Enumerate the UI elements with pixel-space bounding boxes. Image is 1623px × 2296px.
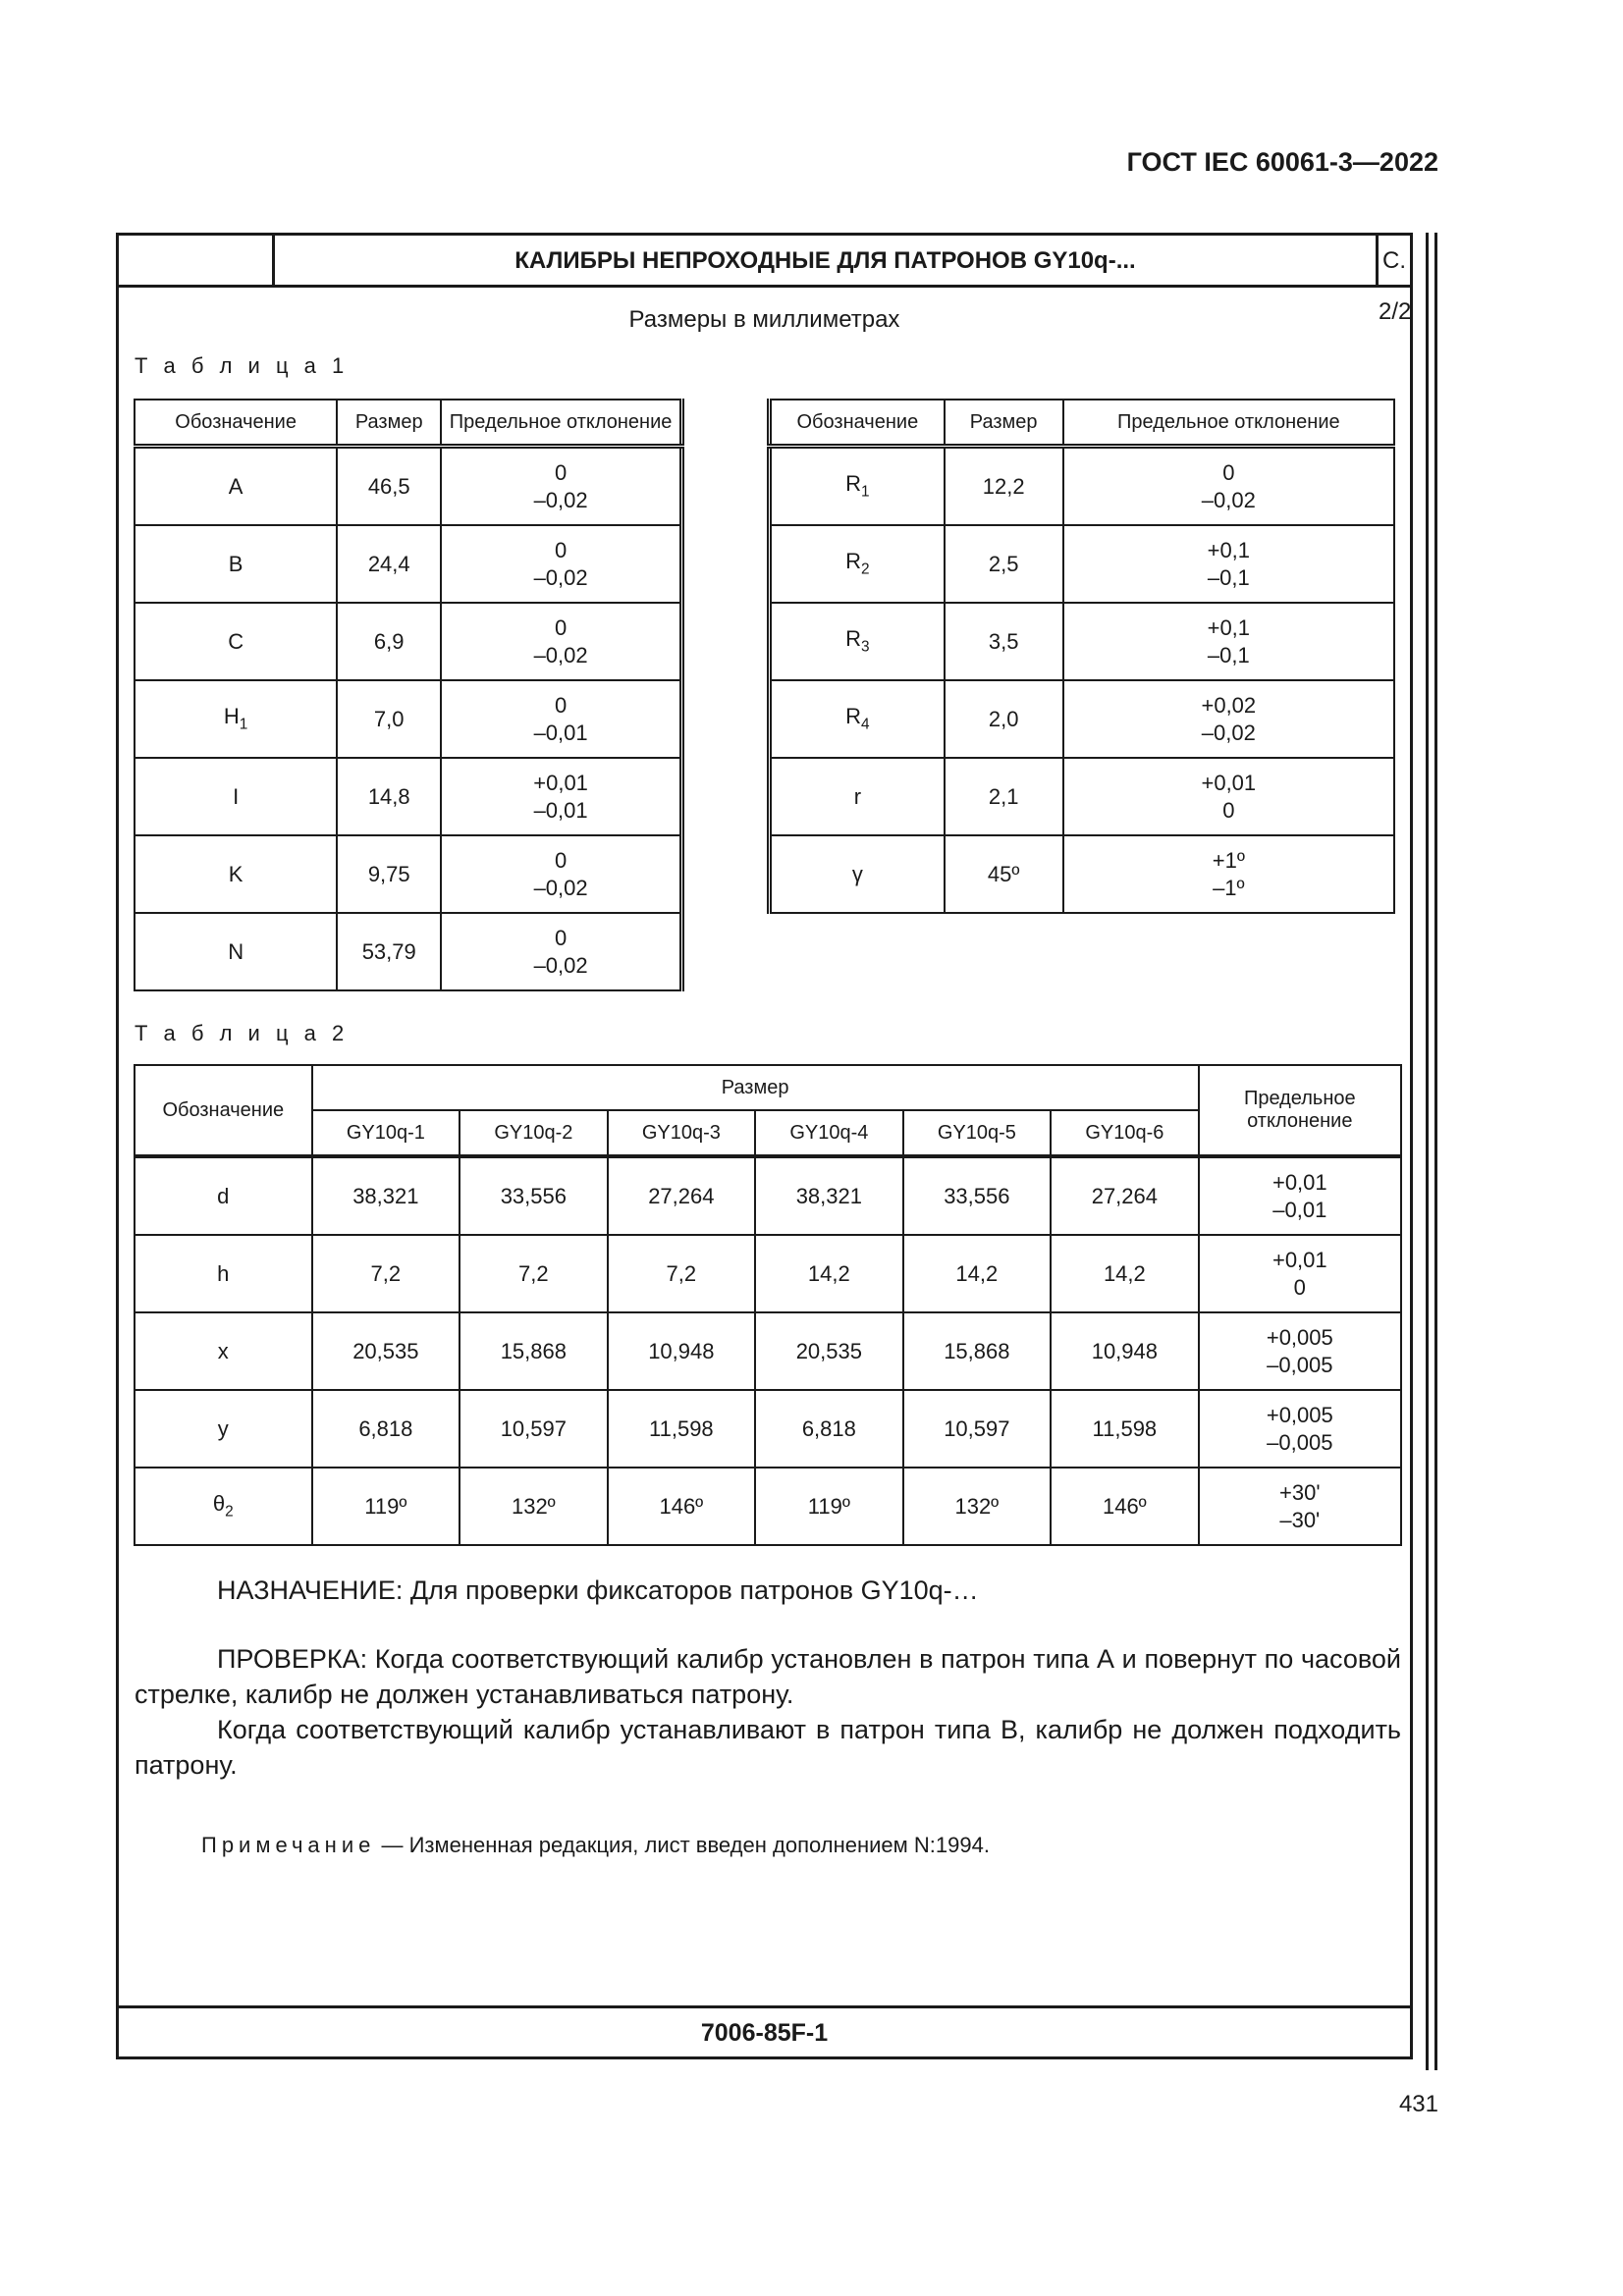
tolerance-lower: 0 — [1293, 1274, 1306, 1300]
tolerance-lower: –0,02 — [533, 564, 588, 590]
col-header: Обозначение — [135, 400, 337, 447]
value-cell: 146º — [608, 1468, 756, 1545]
units-note: Размеры в миллиметрах — [628, 306, 900, 333]
table-row — [135, 1468, 1401, 1545]
table-row — [135, 835, 682, 913]
tolerance-lower: –0,02 — [1201, 487, 1256, 512]
designation-cell — [135, 680, 337, 758]
value-cell: 14,2 — [1051, 1235, 1199, 1312]
tolerance-upper: 0 — [1222, 460, 1235, 485]
tolerance-cell — [1199, 1156, 1401, 1235]
table-row — [135, 1235, 1401, 1312]
designation-subscript: 2 — [861, 561, 870, 578]
tolerance-lower: –0,1 — [1207, 642, 1250, 667]
standard-code: ГОСТ IEC 60061-3—2022 — [1126, 147, 1438, 177]
value-cell: 10,597 — [460, 1390, 608, 1468]
table-row — [135, 913, 682, 990]
tolerance-cell — [1063, 447, 1394, 526]
designation-subscript: 3 — [861, 638, 870, 656]
tolerance-upper: 0 — [554, 848, 568, 873]
designation-cell — [135, 758, 337, 835]
table-row — [135, 1156, 1401, 1235]
tolerance-cell — [1063, 758, 1394, 835]
tolerance-upper: +1º — [1212, 848, 1245, 873]
tolerance-upper: +0,01 — [533, 771, 588, 795]
size-cell: 3,5 — [945, 603, 1063, 680]
tolerance-upper: 0 — [554, 460, 568, 485]
tolerance-lower: –0,02 — [533, 875, 588, 900]
table-row — [135, 603, 682, 680]
designation-cell — [135, 1390, 312, 1468]
value-cell: 38,321 — [312, 1156, 460, 1235]
designation-cell — [135, 603, 337, 680]
col-header-type: GY10q-3 — [608, 1110, 756, 1156]
designation-cell — [135, 1156, 312, 1235]
value-cell: 20,535 — [755, 1312, 903, 1390]
value-cell: 15,868 — [903, 1312, 1052, 1390]
tolerance-cell — [1199, 1312, 1401, 1390]
size-cell: 45º — [945, 835, 1063, 913]
check-paragraph: ПРОВЕРКА: Когда соответствующий калибр установлен в патрон типа А и повернут по часовой стрелке, калибр не должен устанавливаться патрону. — [135, 1644, 1401, 1709]
value-cell: 10,597 — [903, 1390, 1052, 1468]
table-row — [770, 680, 1395, 758]
tolerance-lower: –0,1 — [1207, 564, 1250, 590]
designation-cell — [135, 447, 337, 526]
tolerance-lower: –0,01 — [533, 797, 588, 823]
col-header-type: GY10q-2 — [460, 1110, 608, 1156]
tolerance-upper: +0,005 — [1266, 1325, 1333, 1350]
check-paragraph: Когда соответствующий калибр устанавливают в патрон типа В, калибр не должен подходить патрону. — [135, 1715, 1401, 1780]
value-cell: 132º — [460, 1468, 608, 1545]
designation-symbol: R — [845, 471, 862, 497]
col-header: Предельное отклонение — [1063, 400, 1394, 447]
sheet-footer-code: 7006-85F-1 — [119, 2005, 1410, 2056]
table-row — [135, 680, 682, 758]
tolerance-lower: –0,01 — [1272, 1197, 1327, 1222]
table2 — [134, 1064, 1402, 1546]
tolerance-lower: –0,005 — [1267, 1352, 1333, 1377]
tolerance-upper: +0,02 — [1201, 693, 1257, 718]
designation-cell — [135, 1468, 312, 1545]
table1-left — [134, 399, 684, 991]
tolerance-lower: –30' — [1279, 1507, 1321, 1532]
col-header: Размер — [945, 400, 1063, 447]
tolerance-upper: +0,005 — [1266, 1403, 1333, 1427]
value-cell: 33,556 — [460, 1156, 608, 1235]
designation-symbol: R — [845, 626, 862, 652]
check-text — [135, 1641, 1401, 1783]
tolerance-lower: –0,02 — [533, 642, 588, 667]
col-header-type: GY10q-1 — [312, 1110, 460, 1156]
designation-cell — [770, 447, 945, 526]
designation-symbol: B — [228, 551, 243, 576]
tolerance-lower: –0,02 — [533, 952, 588, 978]
designation-subscript: 4 — [861, 716, 870, 733]
size-cell: 46,5 — [337, 447, 441, 526]
table-row — [770, 603, 1395, 680]
tolerance-lower: 0 — [1222, 797, 1235, 823]
designation-cell — [135, 1235, 312, 1312]
designation-symbol: K — [228, 861, 243, 886]
size-cell: 2,5 — [945, 525, 1063, 603]
value-cell: 11,598 — [608, 1390, 756, 1468]
designation-symbol: x — [217, 1338, 229, 1363]
table-row — [135, 447, 682, 526]
value-cell: 7,2 — [312, 1235, 460, 1312]
tolerance-lower: –0,005 — [1267, 1429, 1333, 1455]
size-cell: 2,0 — [945, 680, 1063, 758]
tolerance-lower: –1º — [1213, 875, 1245, 900]
tolerance-cell — [441, 680, 681, 758]
sheet-frame — [116, 233, 1413, 2059]
designation-subscript: 2 — [225, 1503, 234, 1521]
designation-cell — [770, 525, 945, 603]
designation-cell — [135, 835, 337, 913]
designation-symbol: θ — [212, 1491, 226, 1517]
size-cell: 2,1 — [945, 758, 1063, 835]
col-header-size: Размер — [312, 1065, 1199, 1110]
tolerance-cell — [441, 913, 681, 990]
designation-cell — [770, 680, 945, 758]
table1-right — [767, 399, 1395, 914]
value-cell: 7,2 — [608, 1235, 756, 1312]
col-header-tolerance: Предельное отклонение — [1199, 1065, 1401, 1156]
tolerance-cell — [1199, 1390, 1401, 1468]
note-text: — Измененная редакция, лист введен дополнением N:1994. — [375, 1833, 990, 1857]
designation-symbol: d — [217, 1183, 230, 1208]
value-cell: 15,868 — [460, 1312, 608, 1390]
value-cell: 6,818 — [755, 1390, 903, 1468]
designation-cell — [135, 1312, 312, 1390]
size-cell: 14,8 — [337, 758, 441, 835]
frame-margin-rule — [1434, 233, 1437, 2070]
value-cell: 119º — [312, 1468, 460, 1545]
designation-symbol: h — [217, 1260, 230, 1286]
table-row — [135, 758, 682, 835]
col-header-type: GY10q-5 — [903, 1110, 1052, 1156]
tolerance-upper: +0,1 — [1207, 615, 1251, 640]
value-cell: 20,535 — [312, 1312, 460, 1390]
note-label: Примечание — [201, 1833, 376, 1857]
tolerance-upper: +0,01 — [1271, 1170, 1327, 1195]
designation-symbol: R — [845, 549, 862, 574]
value-cell: 10,948 — [608, 1312, 756, 1390]
value-cell: 27,264 — [608, 1156, 756, 1235]
designation-subscript: 1 — [861, 483, 870, 501]
tolerance-cell — [1199, 1468, 1401, 1545]
value-cell: 14,2 — [903, 1235, 1052, 1312]
col-header: Размер — [337, 400, 441, 447]
sheet-number: С. 2/2 — [1379, 247, 1412, 325]
tolerance-cell — [1063, 835, 1394, 913]
designation-symbol: H — [223, 704, 240, 729]
table-row — [770, 758, 1395, 835]
designation-cell — [770, 758, 945, 835]
designation-cell — [770, 603, 945, 680]
table-row — [770, 835, 1395, 913]
value-cell: 27,264 — [1051, 1156, 1199, 1235]
designation-symbol: R — [845, 704, 862, 729]
tolerance-cell — [441, 525, 681, 603]
value-cell: 38,321 — [755, 1156, 903, 1235]
value-cell: 119º — [755, 1468, 903, 1545]
table-row — [770, 447, 1395, 526]
tolerance-lower: –0,02 — [533, 487, 588, 512]
tolerance-upper: 0 — [554, 615, 568, 640]
tolerance-cell — [1063, 603, 1394, 680]
tolerance-cell — [441, 603, 681, 680]
tolerance-cell — [441, 758, 681, 835]
value-cell: 6,818 — [312, 1390, 460, 1468]
value-cell: 33,556 — [903, 1156, 1052, 1235]
sheet-title: КАЛИБРЫ НЕПРОХОДНЫЕ ДЛЯ ПАТРОНОВ GY10q-... — [275, 236, 1379, 285]
value-cell: 10,948 — [1051, 1312, 1199, 1390]
page-number: 431 — [1398, 2091, 1438, 2117]
tolerance-upper: +0,01 — [1201, 771, 1257, 795]
designation-cell — [135, 913, 337, 990]
value-cell: 11,598 — [1051, 1390, 1199, 1468]
purpose-text — [135, 1573, 1401, 1608]
size-cell: 53,79 — [337, 913, 441, 990]
tolerance-upper: 0 — [554, 926, 568, 950]
designation-symbol: A — [228, 473, 243, 499]
designation-symbol: N — [228, 938, 244, 964]
col-header-designation: Обозначение — [135, 1065, 312, 1156]
designation-symbol: γ — [851, 861, 863, 886]
designation-symbol: C — [228, 628, 244, 654]
size-cell: 6,9 — [337, 603, 441, 680]
frame-margin-rule — [1426, 233, 1429, 2070]
tolerance-cell — [1199, 1235, 1401, 1312]
size-cell: 9,75 — [337, 835, 441, 913]
designation-cell — [135, 525, 337, 603]
designation-symbol: I — [233, 783, 240, 809]
value-cell: 7,2 — [460, 1235, 608, 1312]
tolerance-cell — [441, 835, 681, 913]
tolerance-cell — [1063, 680, 1394, 758]
purpose-paragraph: НАЗНАЧЕНИЕ: Для проверки фиксаторов патронов GY10q-… — [217, 1575, 979, 1605]
tolerance-upper: 0 — [554, 693, 568, 718]
table-row — [135, 1312, 1401, 1390]
tolerance-cell — [441, 447, 681, 526]
tolerance-upper: +0,1 — [1207, 538, 1251, 562]
size-cell: 7,0 — [337, 680, 441, 758]
col-header-type: GY10q-6 — [1051, 1110, 1199, 1156]
size-cell: 12,2 — [945, 447, 1063, 526]
col-header: Обозначение — [770, 400, 945, 447]
table-row — [135, 1390, 1401, 1468]
tolerance-upper: 0 — [554, 538, 568, 562]
designation-cell — [770, 835, 945, 913]
tolerance-upper: +0,01 — [1271, 1248, 1327, 1272]
tolerance-upper: +30' — [1279, 1480, 1321, 1505]
table2-caption: Т а б л и ц а 2 — [135, 1021, 350, 1045]
col-header: Предельное отклонение — [441, 400, 681, 447]
table-row — [770, 525, 1395, 603]
value-cell: 14,2 — [755, 1235, 903, 1312]
header-blank-cell — [119, 236, 275, 285]
note — [201, 1833, 990, 1858]
value-cell: 146º — [1051, 1468, 1199, 1545]
tolerance-cell — [1063, 525, 1394, 603]
designation-symbol: y — [217, 1415, 229, 1441]
designation-subscript: 1 — [239, 716, 248, 733]
designation-symbol: r — [853, 783, 862, 809]
tolerance-lower: –0,02 — [1201, 720, 1256, 745]
col-header-type: GY10q-4 — [755, 1110, 903, 1156]
value-cell: 132º — [903, 1468, 1052, 1545]
tolerance-lower: –0,01 — [533, 720, 588, 745]
table-row — [135, 525, 682, 603]
table1-caption: Т а б л и ц а 1 — [135, 353, 350, 378]
size-cell: 24,4 — [337, 525, 441, 603]
